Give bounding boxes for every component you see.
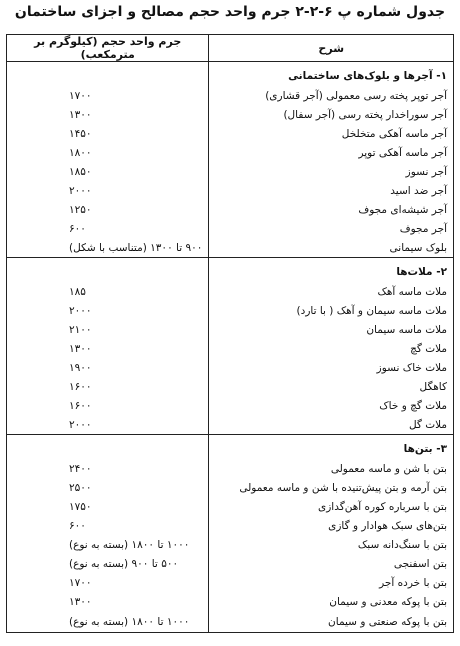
material-name: بتن‌های سبک هوادار و گازی — [209, 516, 454, 535]
table-row — [7, 339, 454, 358]
material-name: آجر سوراخدار پخته رسی (آجر سفال) — [209, 105, 454, 124]
density-value: ۱۰۰۰ تا ۱۸۰۰ (بسته به نوع) — [7, 535, 209, 554]
material-name: بتن آرمه و بتن پیش‌تنیده با شن و ماسه معمولی — [209, 478, 454, 497]
density-value: ۲۰۰۰ — [7, 181, 209, 200]
density-value: ۲۰۰۰ — [7, 301, 209, 320]
table-row — [7, 611, 454, 633]
density-value: ۹۰۰ تا ۱۳۰۰ (متناسب با شکل) — [7, 238, 209, 258]
density-value: ۲۵۰۰ — [7, 478, 209, 497]
density-value: ۱۶۰۰ — [7, 396, 209, 415]
table-row — [7, 377, 454, 396]
section-header-row — [7, 62, 454, 87]
table-row — [7, 238, 454, 258]
density-table — [6, 34, 454, 633]
material-name: آجر ماسه آهکی توپر — [209, 143, 454, 162]
material-name: آجر مجوف — [209, 219, 454, 238]
section-header-row — [7, 258, 454, 283]
density-value: ۱۸۵ — [7, 282, 209, 301]
table-row — [7, 478, 454, 497]
header-description: شرح — [209, 35, 454, 62]
table-row — [7, 573, 454, 592]
material-name: آجر توپر پخته رسی معمولی (آجر قشاری) — [209, 86, 454, 105]
density-value: ۲۱۰۰ — [7, 320, 209, 339]
table-row — [7, 415, 454, 435]
section-title: ۲- ملات‌ها — [209, 258, 454, 283]
density-value: ۱۷۰۰ — [7, 86, 209, 105]
table-title: جدول شماره پ ۶-۲-۲ جرم واحد حجم مصالح و اجزای ساختمان — [14, 4, 446, 20]
section-empty-cell — [7, 258, 209, 283]
table-row — [7, 181, 454, 200]
table-row — [7, 320, 454, 339]
density-value: ۶۰۰ — [7, 516, 209, 535]
material-name: ملات خاک نسوز — [209, 358, 454, 377]
table-row — [7, 554, 454, 573]
material-name: آجر ضد اسید — [209, 181, 454, 200]
density-value: ۱۸۰۰ — [7, 143, 209, 162]
material-name: بتن با شن و ماسه معمولی — [209, 459, 454, 478]
table-row — [7, 219, 454, 238]
density-value: ۱۶۰۰ — [7, 377, 209, 396]
material-name: ملات ماسه سیمان و آهک ( با تارد) — [209, 301, 454, 320]
table-body — [7, 62, 454, 633]
table-row — [7, 535, 454, 554]
density-value: ۶۰۰ — [7, 219, 209, 238]
table-row — [7, 86, 454, 105]
material-name: بتن اسفنجی — [209, 554, 454, 573]
material-name: بلوک سیمانی — [209, 238, 454, 258]
table-row — [7, 162, 454, 181]
material-name: بتن با پوکه معدنی و سیمان — [209, 592, 454, 611]
density-value: ۲۴۰۰ — [7, 459, 209, 478]
section-title: ۳- بتن‌ها — [209, 435, 454, 460]
table-row — [7, 124, 454, 143]
table-row — [7, 143, 454, 162]
table-row — [7, 358, 454, 377]
density-value: ۱۸۵۰ — [7, 162, 209, 181]
section-header-row — [7, 435, 454, 460]
material-name: آجر نسوز — [209, 162, 454, 181]
section-title: ۱- آجرها و بلوک‌های ساختمانی — [209, 62, 454, 87]
header-row — [7, 35, 454, 62]
table-row — [7, 301, 454, 320]
table-row — [7, 592, 454, 611]
density-value: ۱۷۰۰ — [7, 573, 209, 592]
table-row — [7, 497, 454, 516]
density-value: ۱۲۵۰ — [7, 200, 209, 219]
section-empty-cell — [7, 62, 209, 87]
material-name: آجر شیشه‌ای مجوف — [209, 200, 454, 219]
material-name: کاهگل — [209, 377, 454, 396]
material-name: ملات ماسه سیمان — [209, 320, 454, 339]
density-value: ۱۳۰۰ — [7, 592, 209, 611]
table-row — [7, 516, 454, 535]
table-row — [7, 396, 454, 415]
material-name: آجر ماسه آهکی متخلخل — [209, 124, 454, 143]
density-value: ۱۳۰۰ — [7, 339, 209, 358]
table-row — [7, 282, 454, 301]
density-value: ۱۰۰۰ تا ۱۸۰۰ (بسته به نوع) — [7, 611, 209, 633]
table-row — [7, 200, 454, 219]
material-name: بتن با سنگ‌دانه سبک — [209, 535, 454, 554]
density-value: ۵۰۰ تا ۹۰۰ (بسته به نوع) — [7, 554, 209, 573]
section-empty-cell — [7, 435, 209, 460]
material-name: ملات گل — [209, 415, 454, 435]
density-value: ۱۴۵۰ — [7, 124, 209, 143]
table-row — [7, 105, 454, 124]
material-name: ملات گچ — [209, 339, 454, 358]
table-row — [7, 459, 454, 478]
material-name: بتن با خرده آجر — [209, 573, 454, 592]
density-value: ۱۹۰۰ — [7, 358, 209, 377]
header-density: جرم واحد حجم (کیلوگرم بر مترمکعب) — [7, 35, 209, 62]
density-value: ۲۰۰۰ — [7, 415, 209, 435]
density-value: ۱۳۰۰ — [7, 105, 209, 124]
material-name: بتن با سرباره کوره آهن‌گدازی — [209, 497, 454, 516]
material-name: ملات گچ و خاک — [209, 396, 454, 415]
density-value: ۱۷۵۰ — [7, 497, 209, 516]
material-name: ملات ماسه آهک — [209, 282, 454, 301]
material-name: بتن با پوکه صنعتی و سیمان — [209, 611, 454, 633]
